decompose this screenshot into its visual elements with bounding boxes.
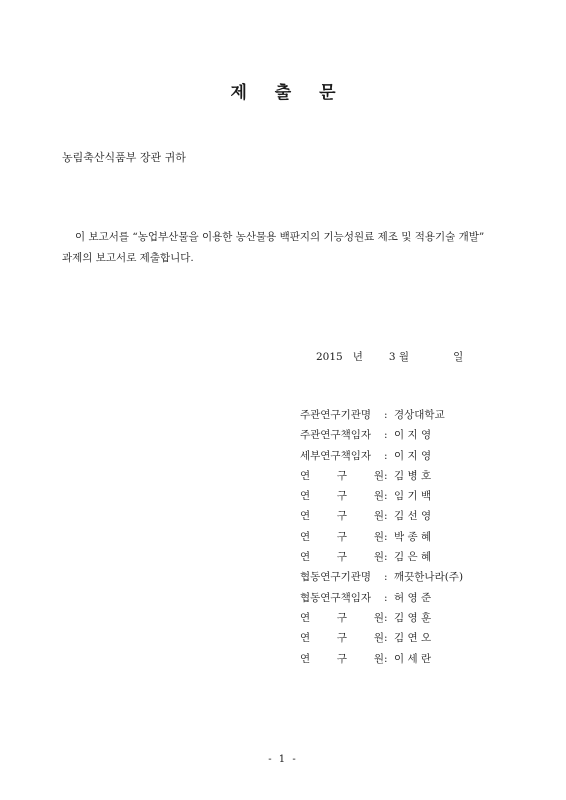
staff-role: 연 구 원 [300,510,384,523]
staff-colon: : [384,449,388,462]
staff-role: 세부연구책임자 [300,449,372,462]
staff-role: 연 구 원 [300,611,384,624]
staff-role: 연 구 원 [300,490,384,503]
date-year: 2015 [316,351,343,363]
staff-row [300,567,463,587]
recipient-line: 농림축산식품부 장관 귀하 [62,151,186,164]
staff-role: 주관연구책임자 [300,429,372,442]
submission-statement-line-2: 과제의 보고서로 제출합니다. [62,252,194,264]
staff-row [300,486,463,506]
staff-role: 연 구 원 [300,632,384,645]
staff-row [300,405,463,425]
staff-colon: : [384,490,388,503]
staff-colon: : [384,652,388,665]
date-month: 3 [388,351,396,363]
staff-name: 임 기 백 [394,490,432,503]
staff-name: 허 영 준 [394,591,432,604]
staff-colon: : [384,551,388,564]
staff-colon: : [384,632,388,645]
staff-name: 박 종 혜 [394,530,432,543]
staff-row [300,628,463,648]
staff-name: 깨끗한나라(주) [394,571,464,584]
staff-name: 경상대학교 [394,409,445,421]
staff-row [300,506,463,526]
staff-row [300,466,463,486]
staff-row [300,588,463,608]
research-staff-list [300,405,463,669]
date-month-unit: 월 [398,351,410,363]
staff-colon: : [384,510,388,523]
staff-row [300,547,463,567]
submission-date [316,349,463,364]
staff-name: 이 지 영 [394,429,432,442]
staff-name: 김 은 혜 [394,551,432,564]
staff-colon: : [384,591,388,604]
staff-row [300,446,463,466]
staff-role: 협동연구기관명 [300,571,372,584]
staff-role: 연 구 원 [300,551,384,564]
staff-colon: : [384,429,388,442]
staff-row [300,527,463,547]
staff-name: 김 병 호 [394,469,432,482]
date-year-unit: 년 [352,351,363,363]
staff-role: 주관연구기관명 [300,409,372,421]
staff-name: 김 연 오 [394,632,432,645]
date-day-unit: 일 [453,351,464,363]
page-number: - 1 - [268,754,298,765]
staff-name: 김 영 훈 [394,611,432,624]
staff-row [300,425,463,445]
staff-name: 이 세 란 [394,652,432,665]
staff-name: 이 지 영 [394,449,432,462]
staff-role: 연 구 원 [300,469,384,482]
staff-role: 연 구 원 [300,530,384,543]
staff-role: 연 구 원 [300,652,384,665]
staff-colon: : [384,469,388,482]
staff-name: 김 선 영 [394,510,432,523]
staff-colon: : [384,571,388,584]
staff-colon: : [384,530,388,543]
staff-colon: : [384,409,388,421]
staff-role: 협동연구책임자 [300,591,372,604]
staff-row [300,649,463,669]
submission-statement-line-1: 이 보고서를 “농업부산물을 이용한 농산물용 백판지의 기능성원료 제조 및 적용기술 개발” [75,231,485,243]
staff-colon: : [384,611,388,624]
staff-row [300,608,463,628]
document-title: 제 출 문 [230,83,336,103]
